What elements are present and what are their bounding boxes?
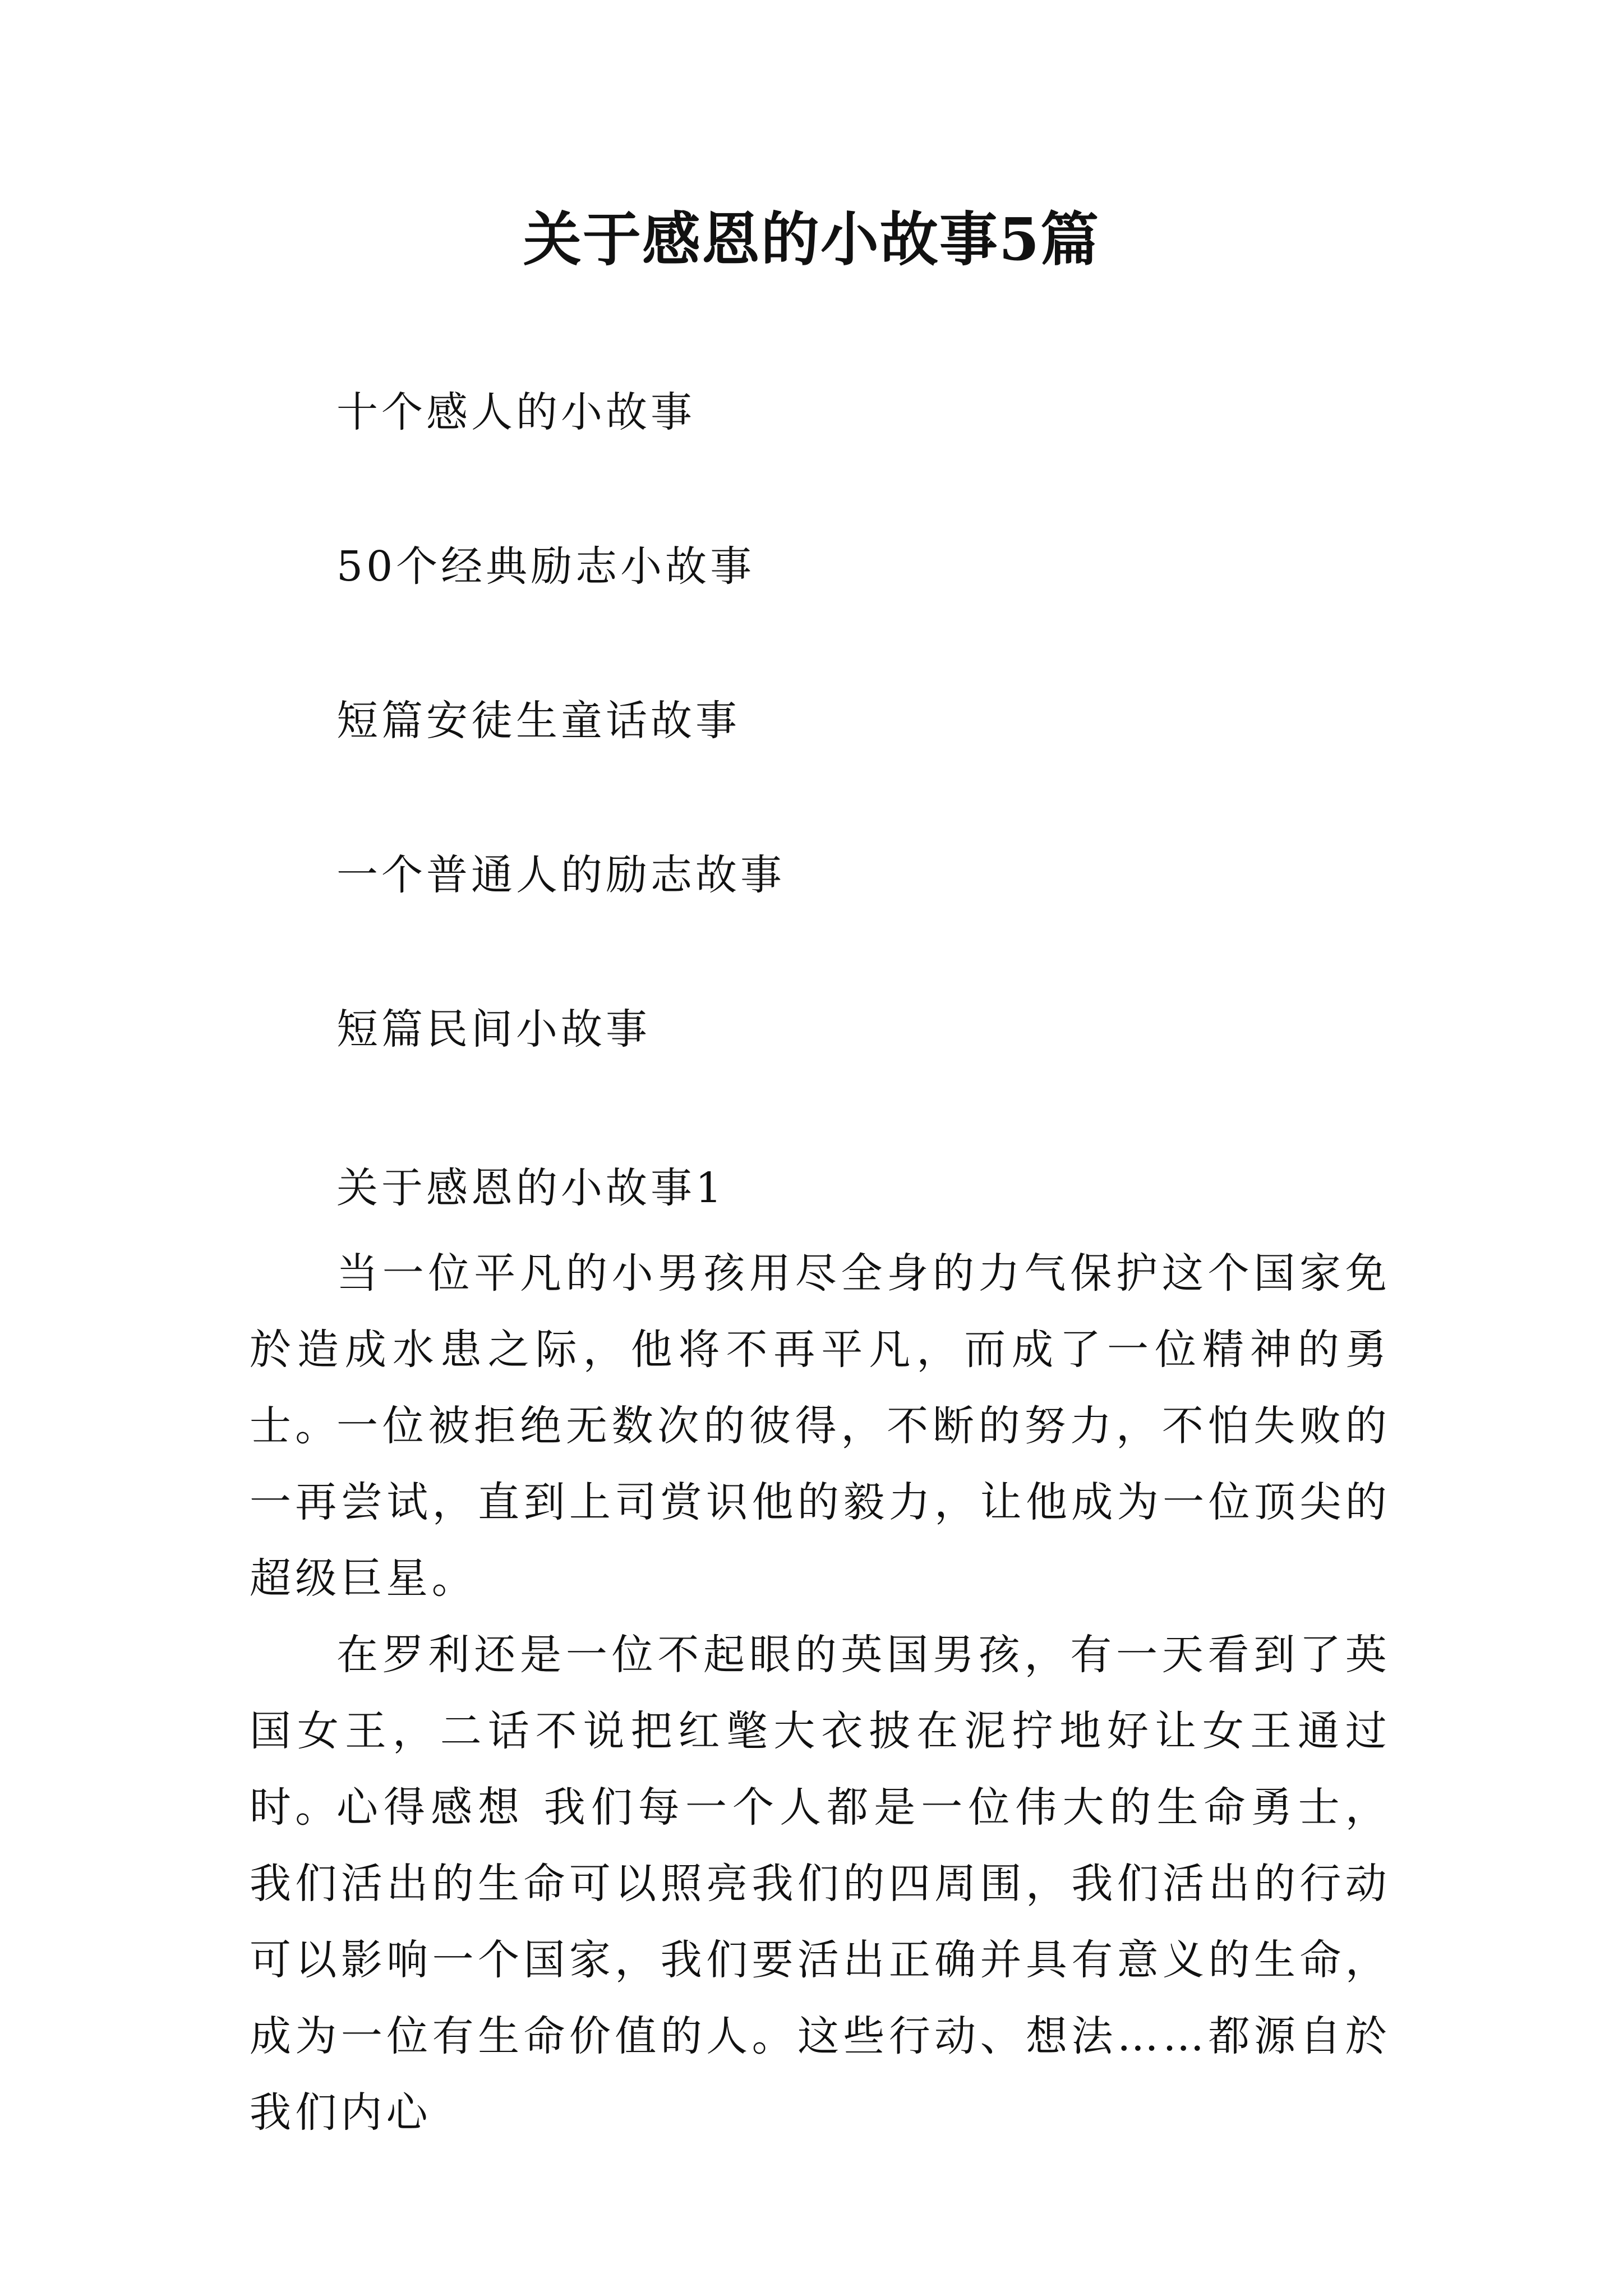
toc-item: 十个感人的小故事: [336, 388, 695, 436]
body-paragraph: 一位被拒绝无数次的彼得，不断的努力，不怕失败的一再尝试，直到上司赏识他的毅力，让他成为一位顶尖的超级巨星。: [250, 1402, 1391, 1603]
section-heading: 关于感恩的小故事1: [336, 1164, 726, 1212]
body-paragraph: 当一位平凡的小男孩用尽全身的力气保护这个国家免於造成水患之际，他将不再平凡，而成了一位精神的勇士。: [250, 1249, 1391, 1450]
toc-item: 短篇安徒生童话故事: [336, 697, 740, 745]
body-paragraph: 在罗利还是一位不起眼的英国男孩，有一天看到了英国女王，二话不说把红氅大衣披在泥拧地好让女王通过时。: [250, 1631, 1391, 1832]
toc-item: 一个普通人的励志故事: [336, 851, 785, 899]
toc-item: 短篇民间小故事: [336, 1005, 651, 1053]
document-title: 关于感恩的小故事5篇: [523, 205, 1100, 274]
body-paragraph: 心得感想 我们每一个人都是一位伟大的生命勇士，我们活出的生命可以照亮我们的四周围，我们活出的行动可以影响一个国家，我们要活出正确并具有意义的生命，成为一位有生命价值的人。这些行动、想法……都源自於我们内心: [250, 1783, 1391, 2137]
toc-item: 50个经典励志小故事: [336, 542, 755, 591]
